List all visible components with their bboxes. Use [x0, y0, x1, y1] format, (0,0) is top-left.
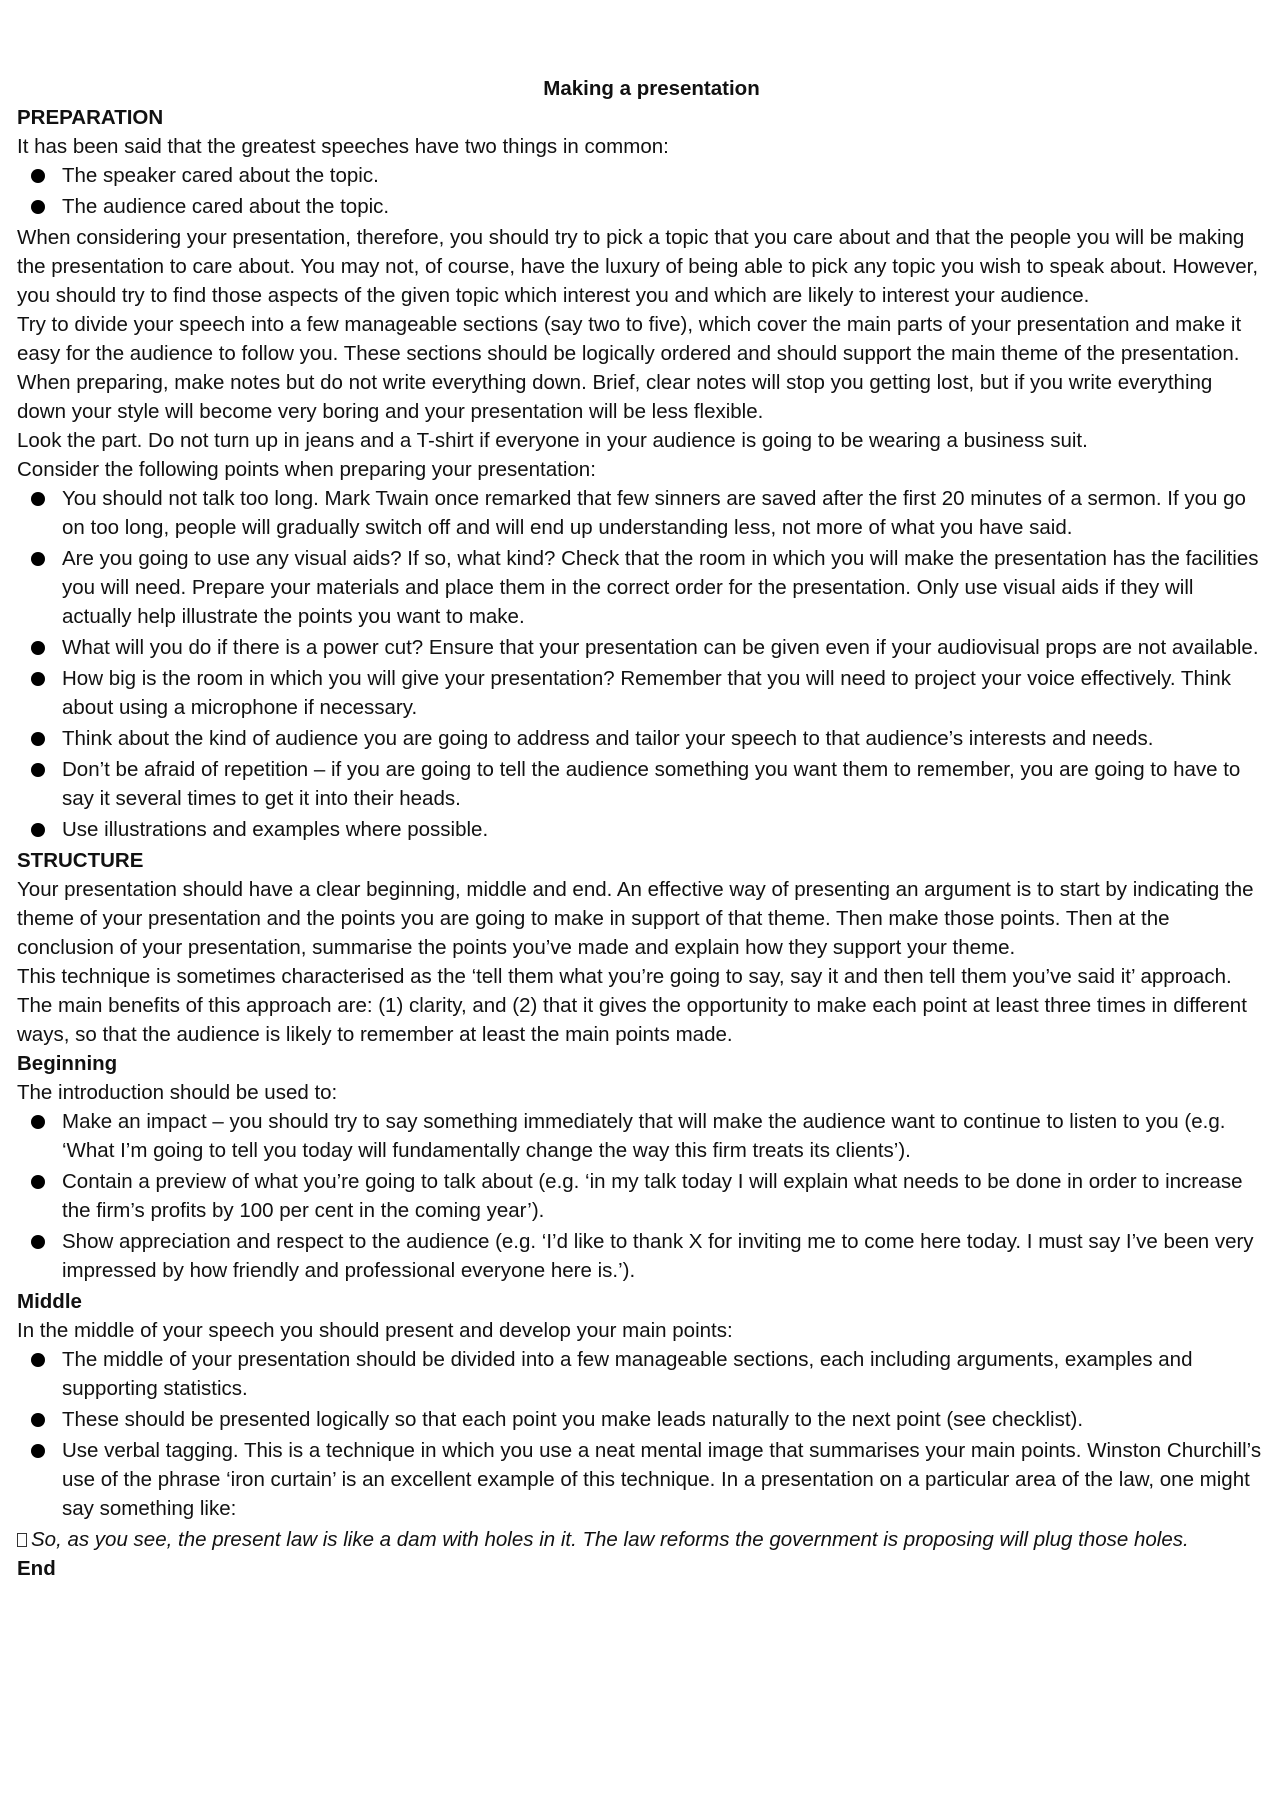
paragraph: Look the part. Do not turn up in jeans and a T-shirt if everyone in your audience is going to be wearing a business suit. [17, 429, 1088, 452]
list-item [17, 484, 1266, 542]
list-item-text: The speaker cared about the topic. [62, 164, 379, 187]
list-item [17, 1405, 1266, 1434]
list-item [17, 192, 1266, 221]
bullet-icon [31, 1175, 45, 1189]
bullet-icon [31, 1444, 45, 1458]
list-item [17, 633, 1266, 662]
list-item-text: Think about the kind of audience you are going to address and tailor your speech to that audience’s interests and needs. [62, 727, 1154, 750]
paragraph: Your presentation should have a clear beginning, middle and end. An effective way of presenting an argument is to start by indicating the theme of your presentation and the points you are going to make in support of that theme. Then make those points. Then at the conclusion of your presentation, summarise the points you’ve made and explain how they support your theme. [17, 878, 1254, 959]
bullet-icon [31, 823, 45, 837]
bullet-icon [31, 200, 45, 214]
bullet-icon [31, 169, 45, 183]
heading-beginning: Beginning [17, 1052, 118, 1075]
paragraph: This technique is sometimes characterised as the ‘tell them what you’re going to say, say it and then tell them you’ve said it’ approach. The main benefits of this approach are: (1) clarity, and (2) that it gives the opportunity to make each point at least three times in different ways, so that the audience is likely to remember at least the main points made. [17, 965, 1247, 1046]
bullet-icon [31, 641, 45, 655]
list-item-text: The middle of your presentation should be divided into a few manageable sections, each including arguments, examples and supporting statistics. [62, 1348, 1193, 1400]
missing-glyph-icon [17, 1533, 27, 1547]
middle-points [17, 1345, 1266, 1523]
list-item-text: Are you going to use any visual aids? If so, what kind? Check that the room in which you will make the presentation has the facilities you will need. Prepare your materials and place them in the correct order for the presentation. Only use visual aids if they will actually help illustrate the points you want to make. [62, 547, 1259, 628]
list-item [17, 724, 1266, 753]
quote-line [17, 1525, 1266, 1554]
list-item-text: How big is the room in which you will give your presentation? Remember that you will need to project your voice effectively. Think about using a microphone if necessary. [62, 667, 1232, 719]
paragraph: When considering your presentation, therefore, you should try to pick a topic that you care about and that the people you will be making the presentation to care about. You may not, of course, have the luxury of being able to pick any topic you wish to speak about. However, you should try to find those aspects of the given topic which interest you and which are likely to interest your audience. [17, 226, 1259, 307]
heading-middle: Middle [17, 1290, 82, 1313]
list-item [17, 1107, 1266, 1165]
page-title: Making a presentation [543, 77, 760, 100]
list-item [17, 1227, 1266, 1285]
heading-structure: STRUCTURE [17, 849, 144, 872]
bullet-icon [31, 1353, 45, 1367]
list-item [17, 161, 1266, 190]
preparation-intro: It has been said that the greatest speeches have two things in common: [17, 135, 669, 158]
list-item [17, 815, 1266, 844]
list-item-text: Use verbal tagging. This is a technique in which you use a neat mental image that summarises your main points. Winston Churchill’s use of the phrase ‘iron curtain’ is an excellent example of this technique. In a presentation on a particular area of the law, one might say something like: [62, 1439, 1262, 1520]
list-item-text: Contain a preview of what you’re going to talk about (e.g. ‘in my talk today I will explain what needs to be done in order to increase the firm’s profits by 100 per cent in the coming year’). [62, 1170, 1243, 1222]
paragraph: Try to divide your speech into a few manageable sections (say two to five), which cover the main parts of your presentation and make it easy for the audience to follow you. These sections should be logically ordered and should support the main theme of the presentation. [17, 313, 1242, 365]
preparation-points [17, 484, 1266, 844]
list-item [17, 1345, 1266, 1403]
bullet-icon [31, 492, 45, 506]
list-item-text: The audience cared about the topic. [62, 195, 390, 218]
common-bullets [17, 161, 1266, 221]
list-item-text: You should not talk too long. Mark Twain once remarked that few sinners are saved after the first 20 minutes of a sermon. If you go on too long, people will gradually switch off and will end up understanding less, not more of what you have said. [62, 487, 1246, 539]
list-item [17, 755, 1266, 813]
list-item [17, 664, 1266, 722]
list-item-text: Show appreciation and respect to the audience (e.g. ‘I’d like to thank X for inviting me to come here today. I must say I’ve been very impressed by how friendly and professional everyone here is.’). [62, 1230, 1254, 1282]
bullet-icon [31, 763, 45, 777]
list-item-text: What will you do if there is a power cut? Ensure that your presentation can be given even if your audiovisual props are not available. [62, 636, 1259, 659]
middle-intro: In the middle of your speech you should present and develop your main points: [17, 1319, 733, 1342]
paragraph: When preparing, make notes but do not write everything down. Brief, clear notes will stop you getting lost, but if you write everything down your style will become very boring and your presentation will be less flexible. [17, 371, 1213, 423]
bullet-icon [31, 1235, 45, 1249]
heading-end: End [17, 1557, 56, 1580]
list-item-text: Make an impact – you should try to say something immediately that will make the audience want to continue to listen to you (e.g. ‘What I’m going to tell you today will fundamentally change the way this firm treats its clients’). [62, 1110, 1226, 1162]
list-item-text: These should be presented logically so that each point you make leads naturally to the next point (see checklist). [62, 1408, 1084, 1431]
list-item [17, 544, 1266, 631]
bullet-icon [31, 552, 45, 566]
beginning-points [17, 1107, 1266, 1285]
beginning-intro: The introduction should be used to: [17, 1081, 338, 1104]
heading-preparation: PREPARATION [17, 106, 164, 129]
list-item [17, 1167, 1266, 1225]
bullet-icon [31, 1413, 45, 1427]
bullet-icon [31, 732, 45, 746]
paragraph: Consider the following points when preparing your presentation: [17, 458, 596, 481]
list-item-text: Use illustrations and examples where possible. [62, 818, 489, 841]
list-item-text: Don’t be afraid of repetition – if you are going to tell the audience something you want them to remember, you are going to have to say it several times to get it into their heads. [62, 758, 1241, 810]
list-item [17, 1436, 1266, 1523]
bullet-icon [31, 1115, 45, 1129]
bullet-icon [31, 672, 45, 686]
quote-text: So, as you see, the present law is like a dam with holes in it. The law reforms the government is proposing will plug those holes. [31, 1528, 1189, 1551]
